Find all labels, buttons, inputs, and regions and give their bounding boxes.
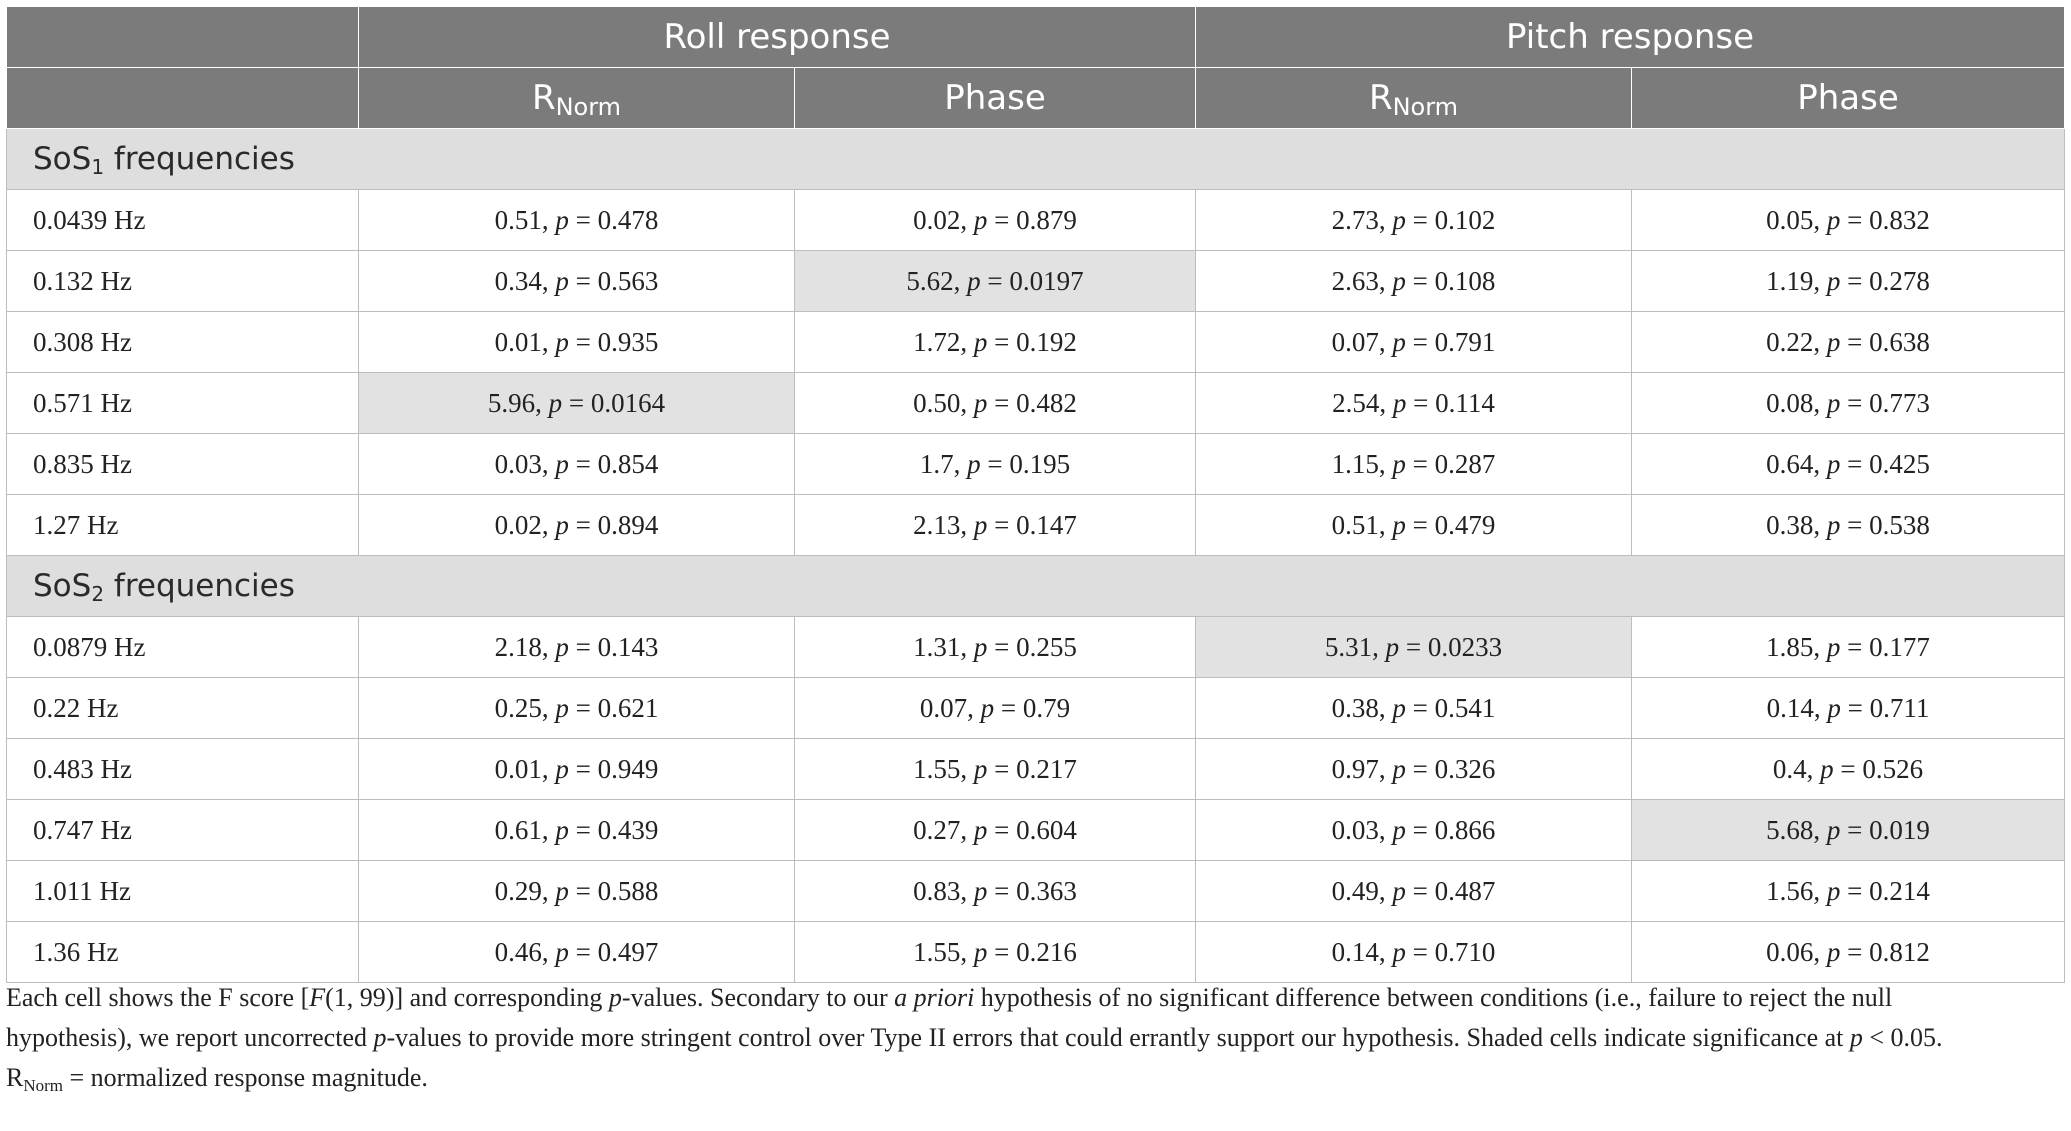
table-row [7,861,2065,922]
footnote-line-3: RNorm = normalized response magnitude. [6,1063,428,1095]
stat-cell: 1.15, p = 0.287 [1196,434,1632,495]
header-row-groups [7,7,2065,68]
stat-cell: 0.14, p = 0.711 [1632,678,2065,739]
frequency-cell: 0.835 Hz [7,434,359,495]
stat-cell: 0.38, p = 0.538 [1632,495,2065,556]
stat-cell: 2.18, p = 0.143 [359,617,795,678]
frequency-cell: 0.308 Hz [7,312,359,373]
stat-cell: 0.03, p = 0.854 [359,434,795,495]
stat-cell: 0.83, p = 0.363 [795,861,1196,922]
rnorm-main: R [531,78,556,118]
rnorm-main: R [1368,78,1393,118]
table-row [7,373,2065,434]
stat-cell: 0.51, p = 0.479 [1196,495,1632,556]
stat-cell: 0.61, p = 0.439 [359,800,795,861]
stat-cell: 1.55, p = 0.216 [795,922,1196,983]
footnote-line-1: Each cell shows the F score [F(1, 99)] and corresponding p-values. Secondary to our a priori hypothesis of no significant difference between conditions (i.e., failure to reject the null [6,983,1893,1012]
stat-cell: 0.4, p = 0.526 [1632,739,2065,800]
frequency-cell: 1.27 Hz [7,495,359,556]
stat-cell: 5.68, p = 0.019 [1632,800,2065,861]
stat-cell: 0.46, p = 0.497 [359,922,795,983]
stat-cell: 0.01, p = 0.935 [359,312,795,373]
stat-cell: 2.13, p = 0.147 [795,495,1196,556]
stat-cell: 0.34, p = 0.563 [359,251,795,312]
stat-cell: 0.27, p = 0.604 [795,800,1196,861]
table-row [7,495,2065,556]
table-header [7,7,2065,129]
frequency-cell: 0.571 Hz [7,373,359,434]
results-table-container [6,6,2064,983]
stat-cell: 1.85, p = 0.177 [1632,617,2065,678]
section-row [7,129,2065,190]
stat-cell: 0.01, p = 0.949 [359,739,795,800]
frequency-cell: 1.36 Hz [7,922,359,983]
frequency-cell: 0.483 Hz [7,739,359,800]
header-roll-response: Roll response [359,7,1196,68]
table-row [7,800,2065,861]
stat-cell: 1.7, p = 0.195 [795,434,1196,495]
header-roll-phase: Phase [795,68,1196,129]
stat-cell: 1.31, p = 0.255 [795,617,1196,678]
table-row [7,739,2065,800]
stat-cell: 5.62, p = 0.0197 [795,251,1196,312]
table-row [7,434,2065,495]
stat-cell: 0.02, p = 0.894 [359,495,795,556]
frequency-cell: 0.22 Hz [7,678,359,739]
stat-cell: 0.03, p = 0.866 [1196,800,1632,861]
stat-cell: 2.63, p = 0.108 [1196,251,1632,312]
stat-cell: 2.73, p = 0.102 [1196,190,1632,251]
header-pitch-response: Pitch response [1196,7,2065,68]
stat-cell: 0.38, p = 0.541 [1196,678,1632,739]
header-pitch-phase: Phase [1632,68,2065,129]
stat-cell: 0.02, p = 0.879 [795,190,1196,251]
stat-cell: 0.07, p = 0.791 [1196,312,1632,373]
table-row [7,190,2065,251]
stat-cell: 2.54, p = 0.114 [1196,373,1632,434]
section-row [7,556,2065,617]
stat-cell: 0.08, p = 0.773 [1632,373,2065,434]
header-corner [7,7,359,68]
table-body [7,129,2065,983]
section-label: SoS2 frequencies [7,556,2065,617]
frequency-cell: 0.132 Hz [7,251,359,312]
frequency-cell: 0.747 Hz [7,800,359,861]
frequency-cell: 0.0439 Hz [7,190,359,251]
section-label: SoS1 frequencies [7,129,2065,190]
stat-cell: 0.51, p = 0.478 [359,190,795,251]
stat-cell: 0.05, p = 0.832 [1632,190,2065,251]
stat-cell: 5.96, p = 0.0164 [359,373,795,434]
table-footnote [6,978,2064,1101]
frequency-cell: 0.0879 Hz [7,617,359,678]
stat-cell: 0.25, p = 0.621 [359,678,795,739]
header-roll-rnorm [359,68,795,129]
footnote-line-2: hypothesis), we report uncorrected p-values to provide more stringent control over Type II errors that could errantly support our hypothesis. Shaded cells indicate significance at p < 0.05. [6,1023,1943,1052]
stat-cell: 0.22, p = 0.638 [1632,312,2065,373]
stat-cell: 0.06, p = 0.812 [1632,922,2065,983]
header-corner-2 [7,68,359,129]
stat-cell: 0.07, p = 0.79 [795,678,1196,739]
table-row [7,312,2065,373]
header-pitch-rnorm [1196,68,1632,129]
stat-cell: 1.72, p = 0.192 [795,312,1196,373]
rnorm-sub: Norm [555,93,622,121]
table-row [7,617,2065,678]
table-row [7,922,2065,983]
stat-cell: 5.31, p = 0.0233 [1196,617,1632,678]
rnorm-sub: Norm [1392,93,1459,121]
results-table [6,6,2065,983]
stat-cell: 0.97, p = 0.326 [1196,739,1632,800]
table-row [7,251,2065,312]
stat-cell: 1.55, p = 0.217 [795,739,1196,800]
stat-cell: 0.14, p = 0.710 [1196,922,1632,983]
header-row-measures [7,68,2065,129]
stat-cell: 0.50, p = 0.482 [795,373,1196,434]
stat-cell: 0.64, p = 0.425 [1632,434,2065,495]
stat-cell: 0.49, p = 0.487 [1196,861,1632,922]
stat-cell: 1.56, p = 0.214 [1632,861,2065,922]
stat-cell: 0.29, p = 0.588 [359,861,795,922]
table-row [7,678,2065,739]
frequency-cell: 1.011 Hz [7,861,359,922]
stat-cell: 1.19, p = 0.278 [1632,251,2065,312]
